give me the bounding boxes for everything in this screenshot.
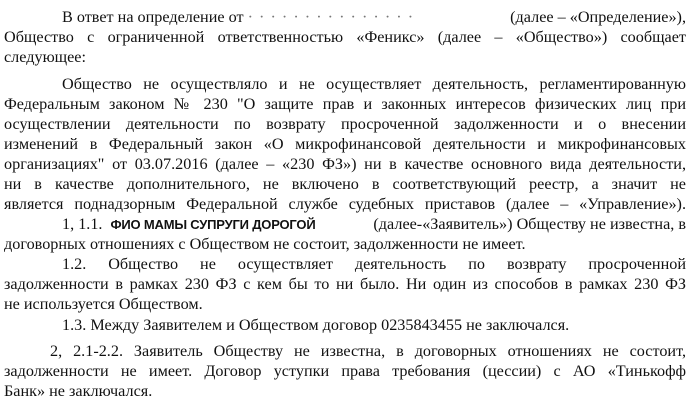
item-1-2-line-3: не используется Обществом.	[4, 295, 203, 313]
paragraph-2-line-1: Общество не осуществляло и не осуществляет деятельность, регламентированную	[62, 75, 686, 93]
item-2-line-2: задолженности не имеет. Договор уступки права требования (цессии) с АО «Тинькофф	[4, 362, 686, 380]
item-2-line-1: 2, 2.1-2.2. Заявитель Обществу не известна, в договорных отношениях не состоит,	[50, 342, 686, 360]
paragraph-2-line-6: ни в качестве дополнительного, не включено в соответствующий реестр, а значит не	[4, 175, 686, 193]
paragraph-2-line-4: изменений в Федеральный закон «О микрофинансовой деятельности и микрофинансовых	[4, 135, 686, 153]
paragraph-2-line-5: организациях" от 03.07.2016 (далее – «230 ФЗ») ни в качестве основного вида деятельности,	[4, 155, 686, 173]
applicant-name-note: ФИО МАМЫ СУПРУГИ ДОРОГОЙ	[110, 217, 316, 232]
item-1-2-line-2: задолженности в рамках 230 ФЗ с кем бы то ни было. Ни один из способов в рамках 230 ФЗ	[4, 275, 686, 293]
paragraph-2-line-7: является поднадзорным Федеральной службе судебных приставов (далее – «Управление»).	[4, 195, 686, 213]
paragraph-1-line-1	[62, 8, 686, 28]
paragraph-2-line-2: Федеральным законом № 230 "О защите прав и законных интересов физических лиц при	[4, 95, 686, 113]
paragraph-2-line-3: осуществлении деятельности по возврату просроченной задолженности и о внесении	[4, 115, 686, 133]
paragraph-1-intro: В ответ на определение от	[62, 8, 244, 26]
paragraph-1-line-3: следующее:	[4, 48, 86, 66]
paragraph-1-line-2: Общество с ограниченной ответственностью «Феникс» (далее – «Общество») сообщает	[4, 28, 686, 46]
item-1-1-line-1	[62, 215, 686, 235]
item-1-1-text: (далее-«Заявитель») Обществу не известна, в	[373, 215, 686, 233]
item-1-3-line-1: 1.3. Между Заявителем и Обществом договор 0235843455 не заключался.	[62, 316, 570, 334]
item-1-2-line-1: 1.2. Общество не осуществляет деятельность по возврату просроченной	[62, 255, 686, 273]
item-1-1-line-2: договорных отношениях с Обществом не состоит, задолженности не имеет.	[4, 235, 526, 253]
paragraph-1-definition: (далее – «Определение»),	[510, 8, 686, 26]
item-2-line-3: Банк» не заключался.	[4, 382, 153, 400]
item-1-1-number: 1, 1.1.	[62, 215, 103, 233]
obscured-case-number: · · · · · · · · · · · · · · ·	[247, 8, 415, 26]
